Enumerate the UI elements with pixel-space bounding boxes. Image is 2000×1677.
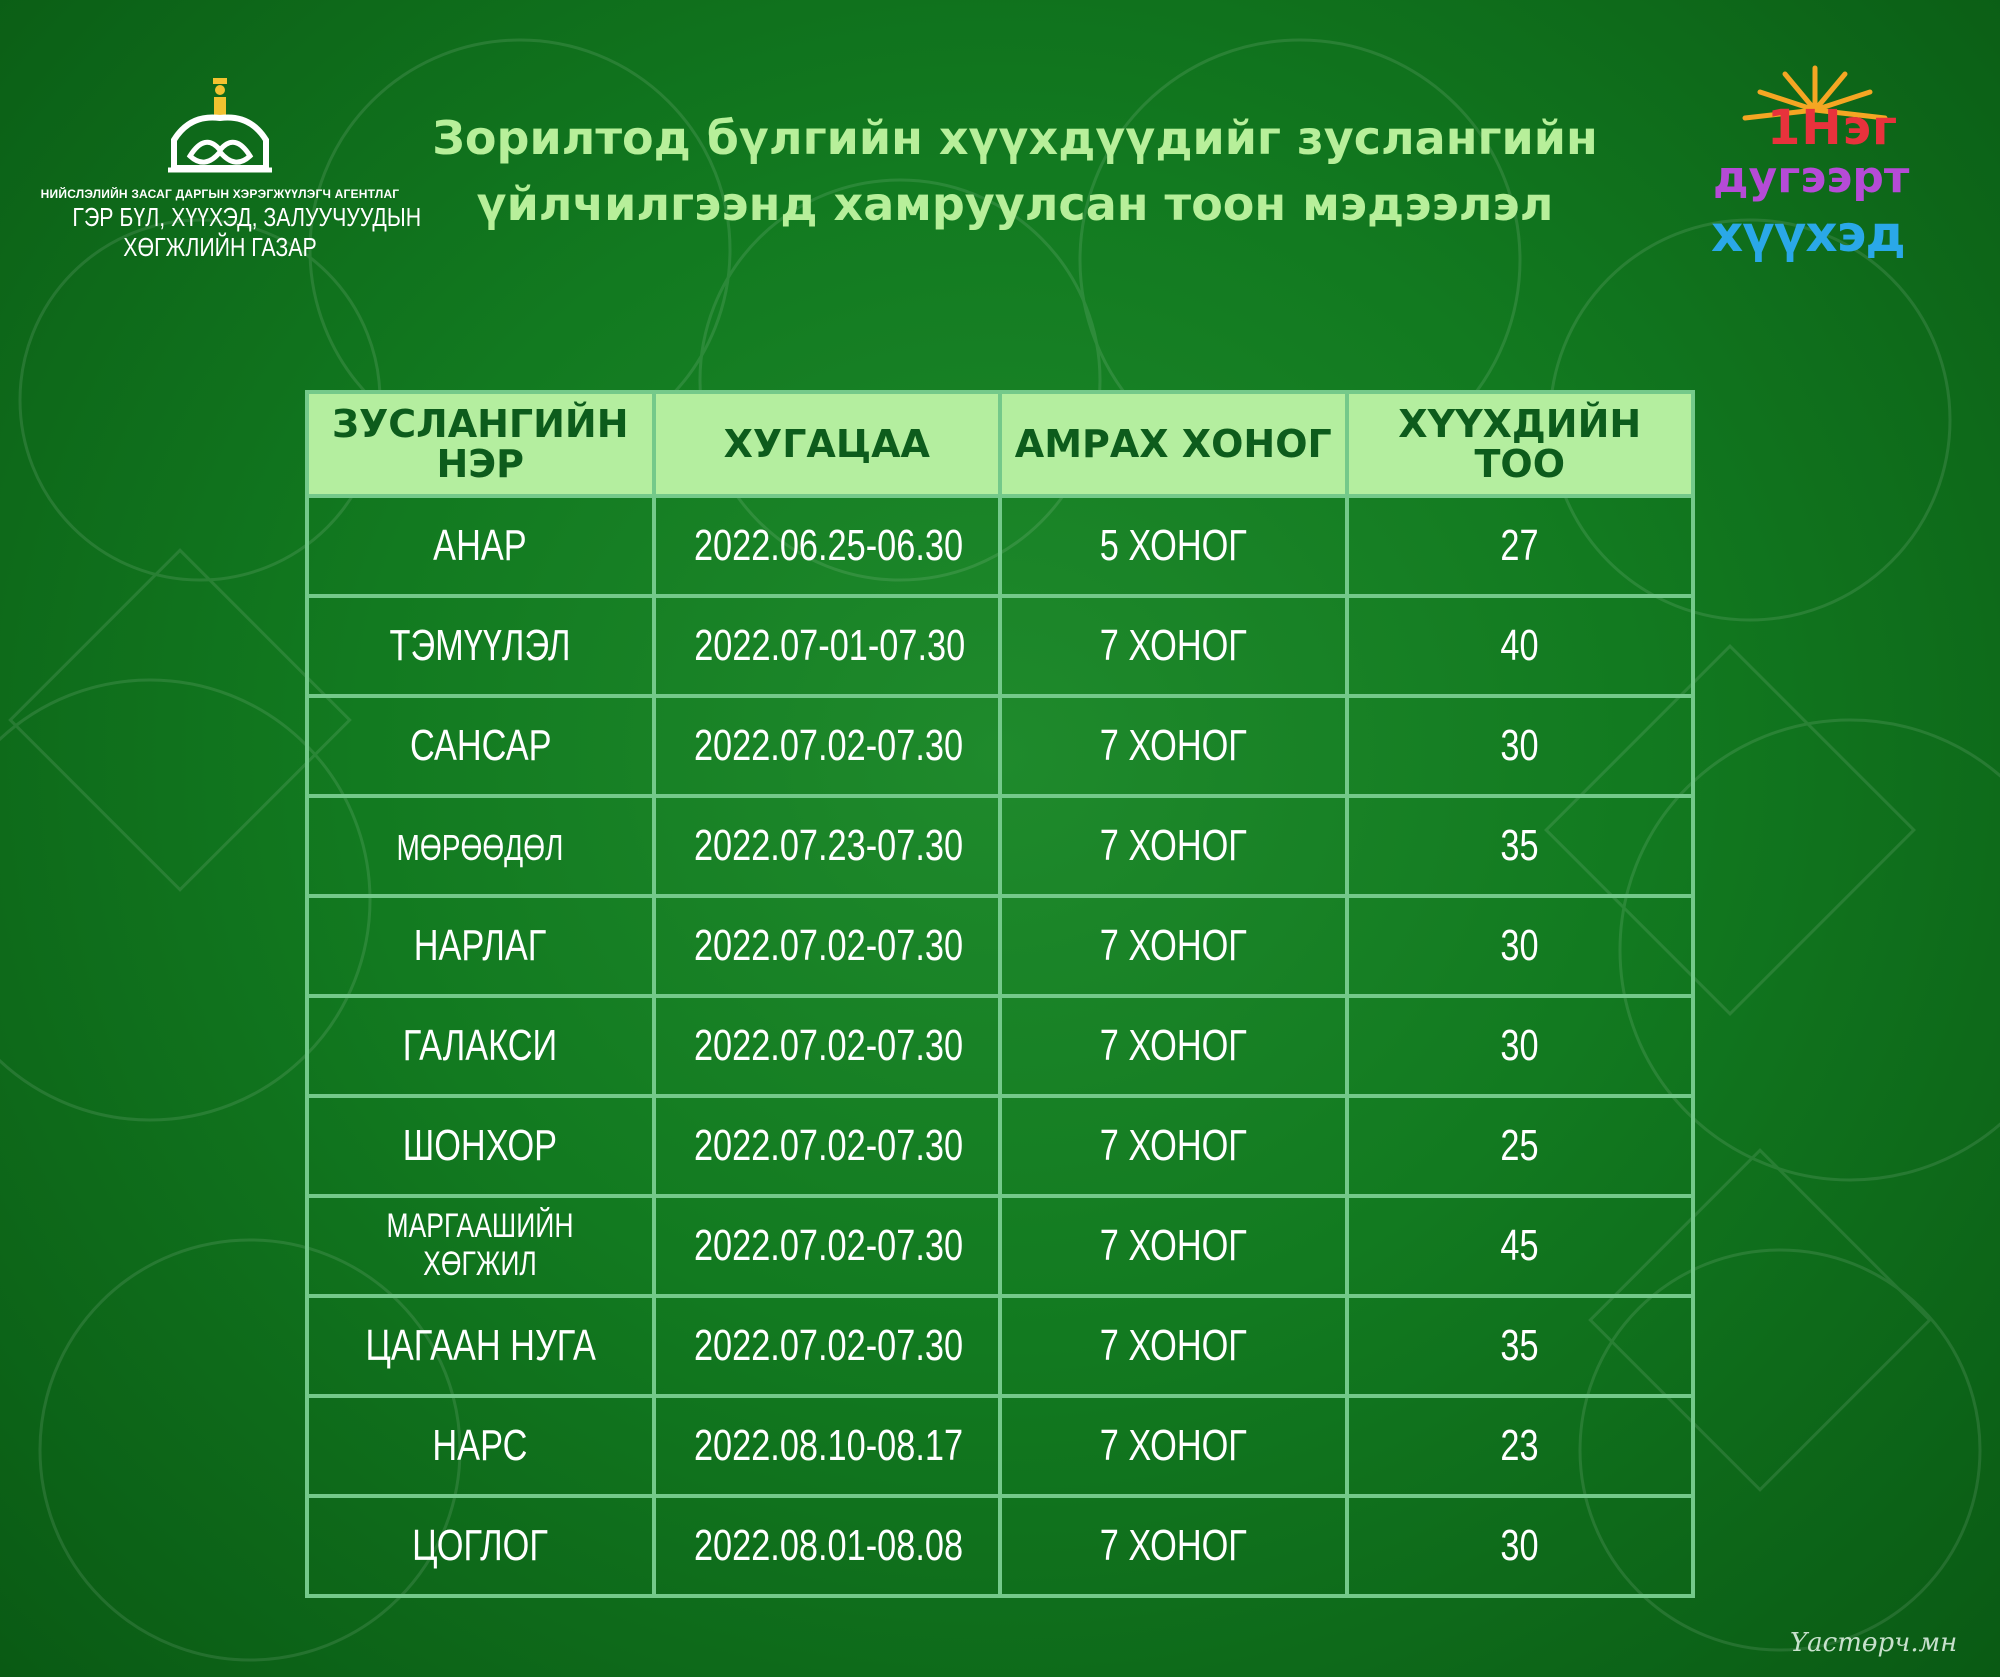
period-cell <box>654 1196 1001 1296</box>
period-cell <box>654 1096 1001 1196</box>
camp-name-cell <box>307 696 654 796</box>
days-cell <box>1000 1096 1347 1196</box>
header-camp-name: ЗУСЛАНГИЙН НЭР <box>307 392 654 496</box>
camp-name: САНСАР <box>409 721 552 770</box>
children-count: 45 <box>1500 1221 1539 1270</box>
camp-name-cell <box>307 596 654 696</box>
rest-days: 7 ХОНОГ <box>1099 1021 1247 1070</box>
days-cell <box>1000 1496 1347 1596</box>
rest-days: 7 ХОНОГ <box>1099 1121 1247 1170</box>
children-count: 30 <box>1500 721 1539 770</box>
days-cell <box>1000 1396 1347 1496</box>
title-line1: Зорилтод бүлгийн хүүхдүүдийг зуслангийн <box>432 111 1598 165</box>
camp-name: НАРЛАГ <box>413 921 547 970</box>
camp-name-cell <box>307 1296 654 1396</box>
count-cell <box>1347 596 1694 696</box>
children-count: 30 <box>1500 1521 1539 1570</box>
count-cell <box>1347 1096 1694 1196</box>
period-cell <box>654 896 1001 996</box>
days-cell <box>1000 796 1347 896</box>
table-row <box>307 996 1693 1096</box>
agency-logo <box>40 70 422 262</box>
agency-name-line1: ГЭР БҮЛ, ХҮҮХЭД, ЗАЛУУЧУУДЫН <box>72 202 422 232</box>
count-cell <box>1347 1396 1694 1496</box>
children-count: 30 <box>1500 921 1539 970</box>
period: 2022.07.02-07.30 <box>693 921 963 970</box>
header-period: ХУГАЦАА <box>654 392 1001 496</box>
days-cell <box>1000 896 1347 996</box>
soyombo-emblem-icon <box>160 70 280 180</box>
period: 2022.07.02-07.30 <box>693 1021 963 1070</box>
days-cell <box>1000 996 1347 1096</box>
camp-name: МӨРӨӨДӨЛ <box>396 827 564 868</box>
period: 2022.08.01-08.08 <box>693 1521 963 1570</box>
header-rest-days: АМРАХ ХОНОГ <box>1000 392 1347 496</box>
camp-name: ШОНХОР <box>403 1121 558 1170</box>
camp-name: ТЭМҮҮЛЭЛ <box>389 621 571 670</box>
table-row <box>307 796 1693 896</box>
rest-days: 7 ХОНОГ <box>1099 1521 1247 1570</box>
campaign-logo-line3: хүүхэд <box>1711 205 1905 263</box>
period-cell <box>654 1396 1001 1496</box>
period-cell <box>654 496 1001 596</box>
rest-days: 5 ХОНОГ <box>1099 521 1247 570</box>
camp-name-cell <box>307 996 654 1096</box>
campaign-logo <box>1705 60 1925 263</box>
days-cell <box>1000 1296 1347 1396</box>
summer-camp-table <box>305 390 1695 1598</box>
count-cell <box>1347 896 1694 996</box>
page-title <box>430 105 1600 237</box>
rest-days: 7 ХОНОГ <box>1099 821 1247 870</box>
rest-days: 7 ХОНОГ <box>1099 721 1247 770</box>
camp-name: НАРС <box>432 1421 528 1470</box>
period: 2022.07.02-07.30 <box>693 721 963 770</box>
camp-name-cell <box>307 496 654 596</box>
header-children-count: ХҮҮХДИЙН ТОО <box>1347 392 1694 496</box>
count-cell <box>1347 1496 1694 1596</box>
count-cell <box>1347 996 1694 1096</box>
table-row <box>307 596 1693 696</box>
rest-days: 7 ХОНОГ <box>1099 621 1247 670</box>
table-row <box>307 1296 1693 1396</box>
children-count: 25 <box>1500 1121 1539 1170</box>
days-cell <box>1000 696 1347 796</box>
camp-name: ЦАГААН НУГА <box>365 1321 596 1370</box>
children-count: 27 <box>1500 521 1539 570</box>
days-cell <box>1000 1196 1347 1296</box>
campaign-logo-line1: 1Нэг <box>1767 100 1899 156</box>
children-count: 35 <box>1500 821 1539 870</box>
table-row <box>307 1096 1693 1196</box>
period: 2022.07.02-07.30 <box>693 1221 963 1270</box>
camp-name: ГАЛАКСИ <box>403 1021 558 1070</box>
period: 2022.07.02-07.30 <box>693 1121 963 1170</box>
table-row <box>307 896 1693 996</box>
table-row <box>307 1396 1693 1496</box>
agency-subtitle: НИЙСЛЭЛИЙН ЗАСАГ ДАРГЫН ХЭРЭГЖҮҮЛЭГЧ АГЕНТЛАГ <box>40 187 400 201</box>
period-cell <box>654 696 1001 796</box>
camp-name-cell <box>307 1396 654 1496</box>
count-cell <box>1347 696 1694 796</box>
camp-name-cell <box>307 1496 654 1596</box>
count-cell <box>1347 496 1694 596</box>
table-row <box>307 496 1693 596</box>
table-header-row <box>307 392 1693 496</box>
children-count: 23 <box>1500 1421 1539 1470</box>
table-row <box>307 696 1693 796</box>
period: 2022.07-01-07.30 <box>693 621 965 670</box>
count-cell <box>1347 1296 1694 1396</box>
children-count: 30 <box>1500 1021 1539 1070</box>
table-row <box>307 1496 1693 1596</box>
camp-name-cell <box>307 1096 654 1196</box>
period-cell <box>654 596 1001 696</box>
watermark: Үастөрч.мн <box>1790 1628 1958 1658</box>
period-cell <box>654 796 1001 896</box>
period: 2022.08.10-08.17 <box>693 1421 963 1470</box>
count-cell <box>1347 796 1694 896</box>
title-line2: үйлчилгээнд хамруулсан тоон мэдээлэл <box>476 177 1554 231</box>
days-cell <box>1000 496 1347 596</box>
agency-name-line2: ХӨГЖЛИЙН ГАЗАР <box>123 232 317 262</box>
camp-name-cell <box>307 796 654 896</box>
camp-name: АНАР <box>433 521 527 570</box>
table-row <box>307 1196 1693 1296</box>
period: 2022.07.23-07.30 <box>693 821 963 870</box>
camp-name: ЦОГЛОГ <box>412 1521 549 1570</box>
rest-days: 7 ХОНОГ <box>1099 1321 1247 1370</box>
campaign-logo-line2: дугээрт <box>1713 152 1910 203</box>
period-cell <box>654 1296 1001 1396</box>
camp-name-cell <box>307 1196 654 1296</box>
children-count: 40 <box>1500 621 1539 670</box>
camp-name: МАРГААШИЙН ХӨГЖИЛ <box>386 1206 574 1283</box>
period-cell <box>654 996 1001 1096</box>
rest-days: 7 ХОНОГ <box>1099 1421 1247 1470</box>
period: 2022.06.25-06.30 <box>693 521 963 570</box>
period-cell <box>654 1496 1001 1596</box>
rest-days: 7 ХОНОГ <box>1099 1221 1247 1270</box>
children-count: 35 <box>1500 1321 1539 1370</box>
count-cell <box>1347 1196 1694 1296</box>
period: 2022.07.02-07.30 <box>693 1321 963 1370</box>
rest-days: 7 ХОНОГ <box>1099 921 1247 970</box>
camp-name-cell <box>307 896 654 996</box>
days-cell <box>1000 596 1347 696</box>
